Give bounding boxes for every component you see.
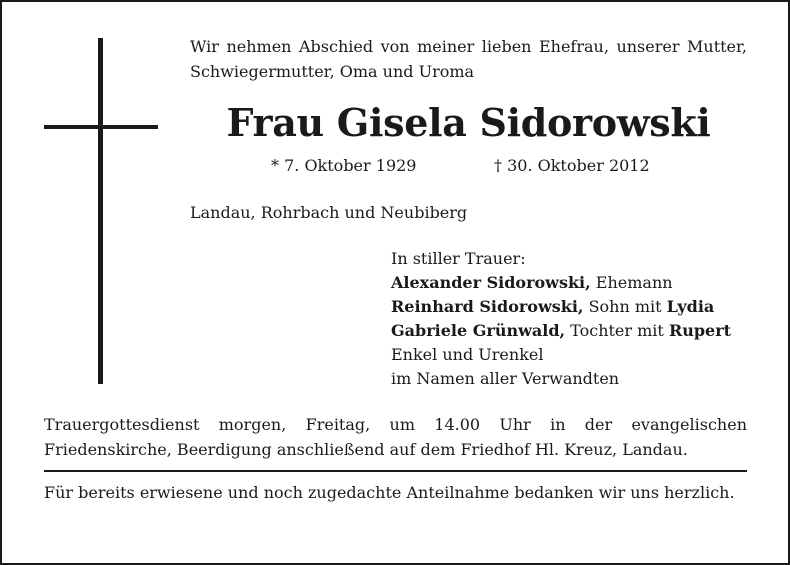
mourner-row <box>391 271 751 295</box>
mourner-name: Gabriele Grünwald, <box>391 321 566 340</box>
mourner-relation: Tochter mit <box>565 321 669 340</box>
divider-rule <box>44 470 747 472</box>
mourner-row <box>391 319 751 343</box>
service-text: Trauergottesdienst morgen, Freitag, um 14.00 Uhr in der evangelischen Friedenskirche, Beerdigung anschließend auf dem Friedhof Hl. Kreuz, Landau. <box>44 415 747 459</box>
mourner-name: Alexander Sidorowski, <box>391 273 591 292</box>
mourner-row <box>391 295 751 319</box>
places-text: Landau, Rohrbach und Neubiberg <box>190 203 468 222</box>
cross-icon-horizontal-bar <box>44 125 158 129</box>
intro-text: Wir nehmen Abschied von meiner lieben Ehefrau, unserer Mutter, Schwiegermutter, Oma und Uroma <box>190 37 747 81</box>
thanks-text: Für bereits erwiesene und noch zugedachte Anteilnahme bedanken wir uns herzlich. <box>44 483 735 502</box>
relatives-line: im Namen aller Verwandten <box>391 369 620 388</box>
grandchildren-line: Enkel und Urenkel <box>391 345 544 364</box>
mourner-relation: Sohn mit <box>583 297 667 316</box>
mourner-name: Reinhard Sidorowski, <box>391 297 584 316</box>
mourning-heading: In stiller Trauer: <box>391 249 526 268</box>
deceased-name: Frau Gisela Sidorowski <box>226 100 711 145</box>
mourner-partner: Rupert <box>668 321 732 340</box>
mourner-relation: Ehemann <box>590 273 673 292</box>
birth-date: * 7. Oktober 1929 <box>271 156 417 175</box>
mourners-block <box>391 247 751 391</box>
mourner-partner: Lydia <box>666 297 715 316</box>
death-date: † 30. Oktober 2012 <box>494 156 650 175</box>
cross-icon-vertical-bar <box>98 38 103 384</box>
